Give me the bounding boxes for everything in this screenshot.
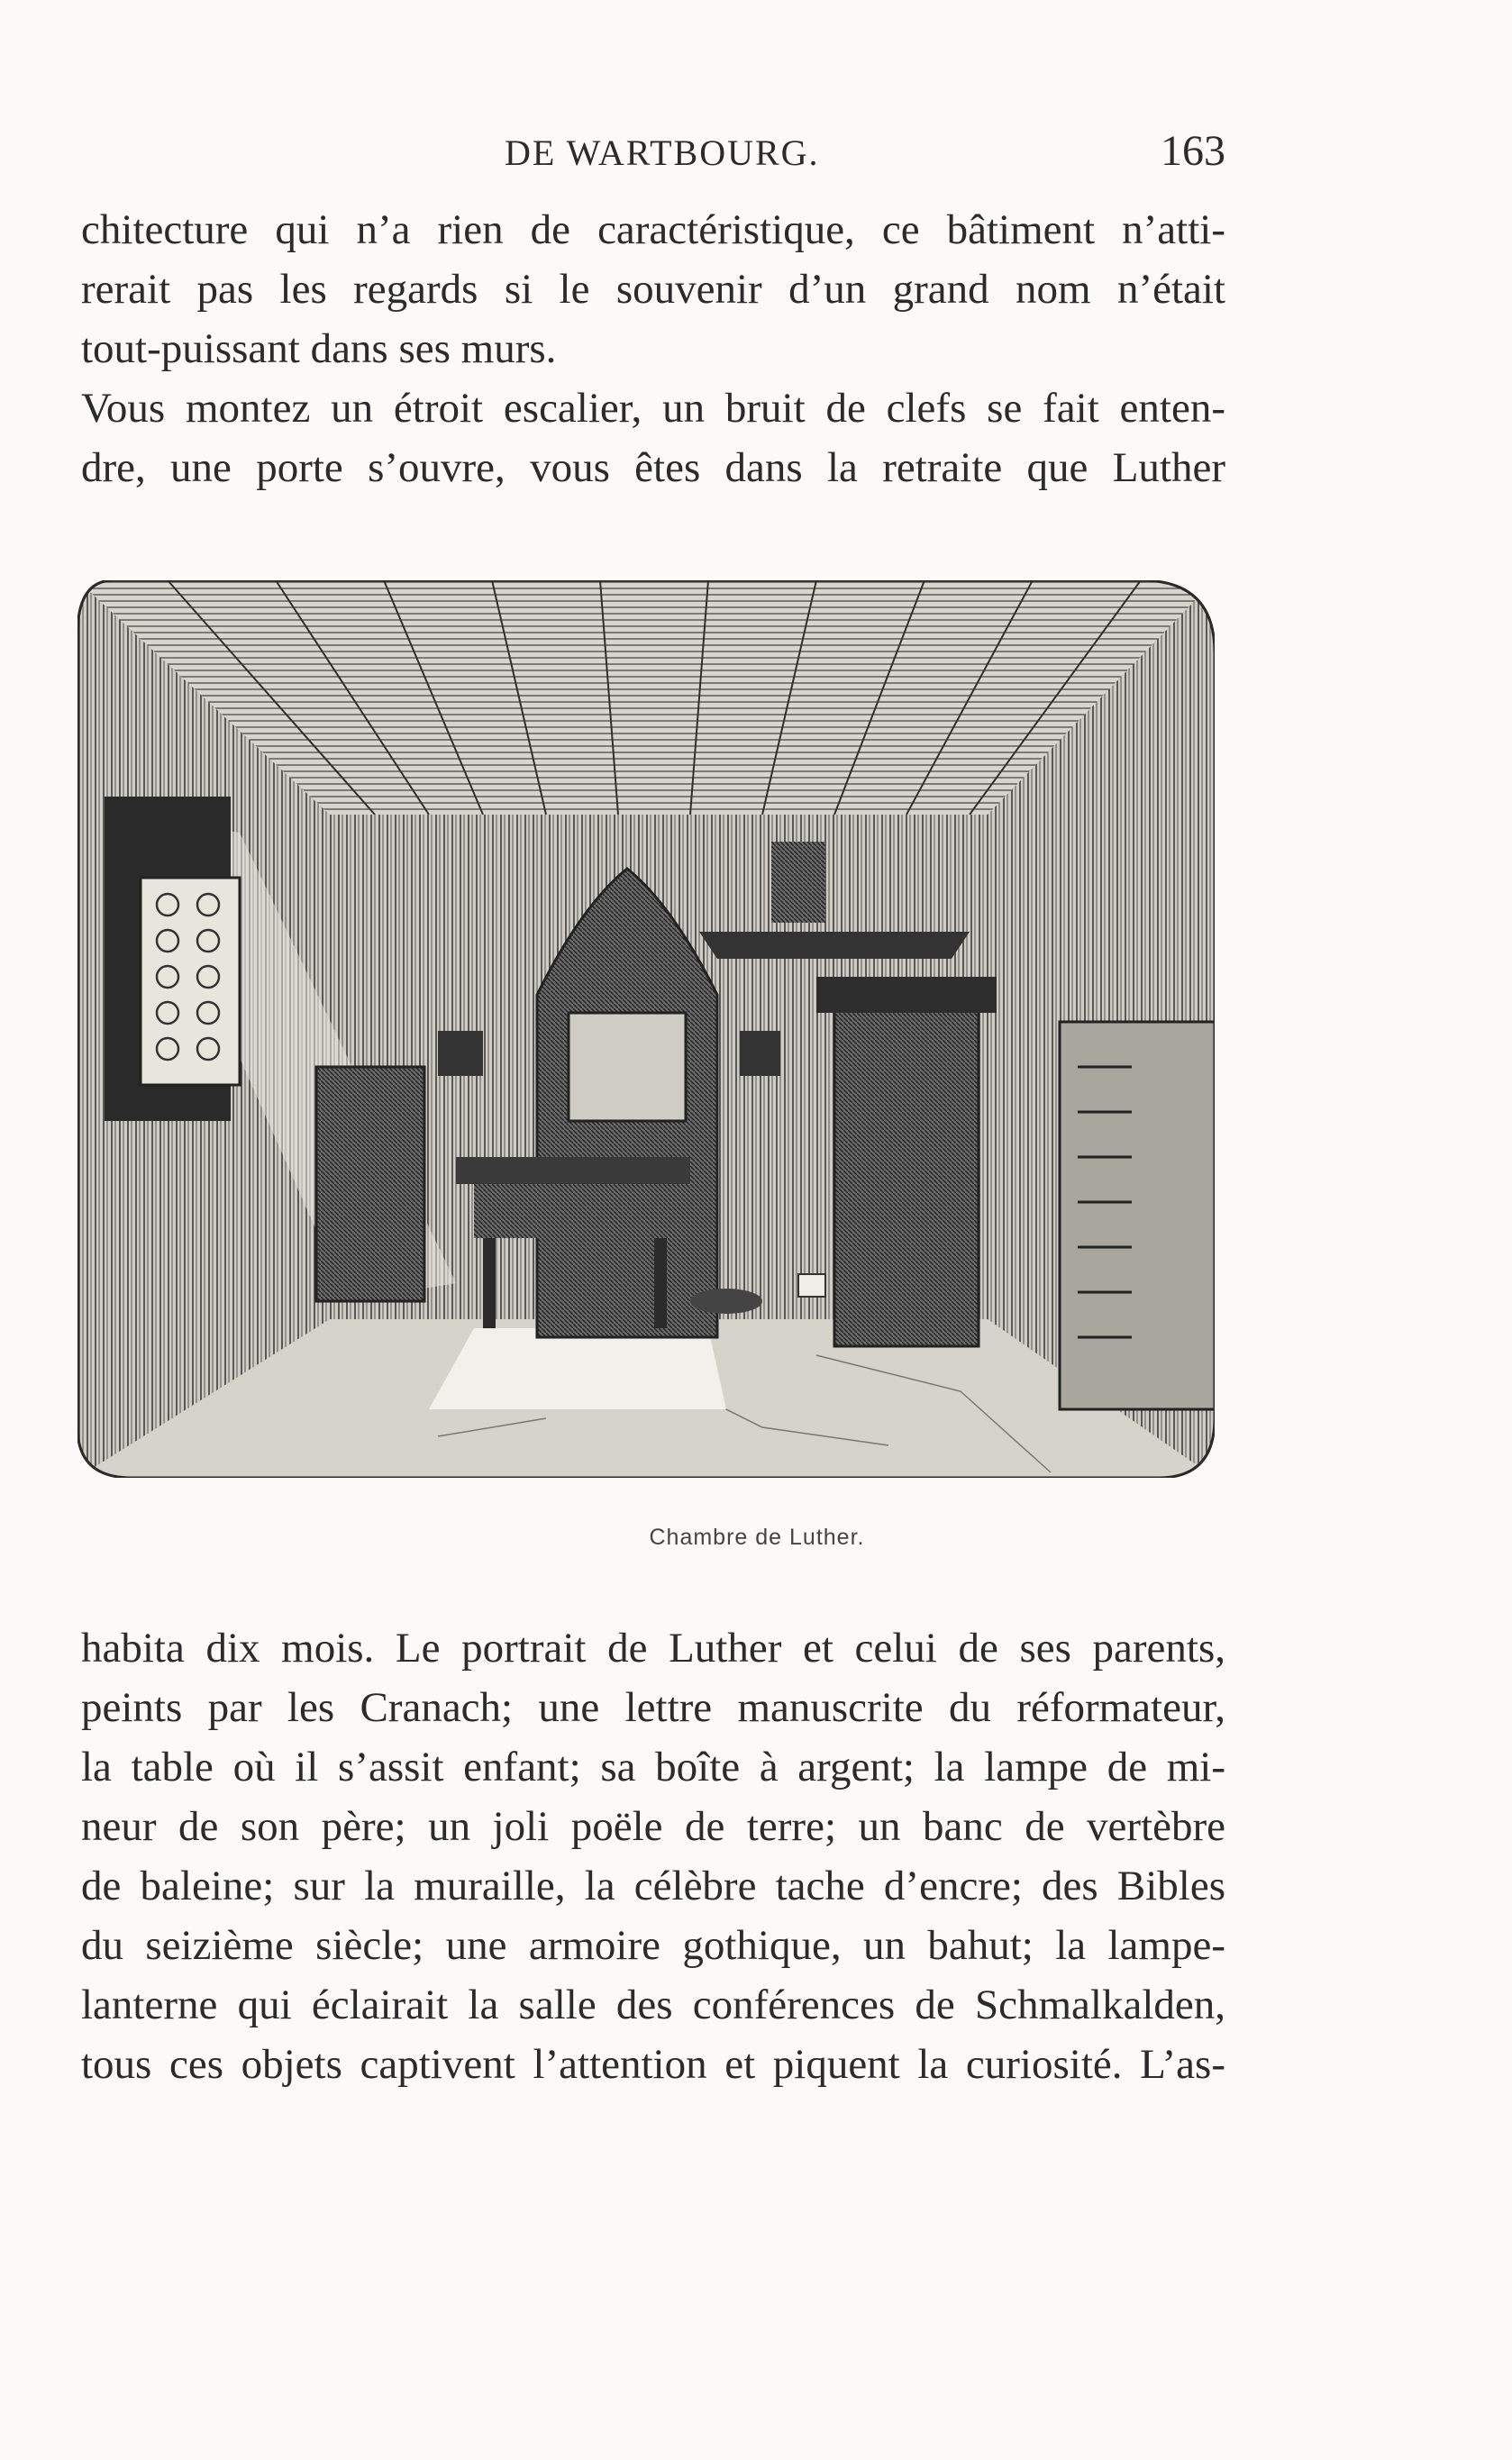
text-line: tout-puissant dans ses murs.	[81, 325, 557, 372]
page-number: 163	[1161, 127, 1225, 175]
text-line: dre, une porte s’ouvre, vous êtes dans la retraite que Luther	[81, 444, 1225, 491]
running-head	[81, 126, 1225, 180]
running-title: DE WARTBOURG.	[505, 132, 820, 173]
engraving-luther-room	[77, 580, 1215, 1478]
text-block-top	[81, 200, 1225, 497]
text-block-bottom	[81, 1618, 1225, 2094]
text-line: tous ces objets captivent l’attention et piquent la curiosité. L’as-	[81, 2041, 1225, 2088]
text-line: du seizième siècle; une armoire gothique, un bahut; la lampe-	[81, 1922, 1225, 1969]
engraving-scene	[77, 580, 1215, 1478]
text-line: rerait pas les regards si le souvenir d’un grand nom n’était	[81, 266, 1225, 313]
text-line: lanterne qui éclairait la salle des conférences de Schmalkalden,	[81, 1982, 1225, 2028]
text-line: la table où il s’assit enfant; sa boîte à argent; la lampe de mi-	[81, 1744, 1225, 1790]
text-line: peints par les Cranach; une lettre manuscrite du réformateur,	[81, 1684, 1225, 1731]
figure-caption-text: Chambre de Luther.	[649, 1525, 865, 1550]
text-line: chitecture qui n’a rien de caractéristique, ce bâtiment n’atti-	[81, 206, 1225, 253]
text-line: Vous montez un étroit escalier, un bruit de clefs se fait enten-	[81, 385, 1225, 432]
text-line: neur de son père; un joli poële de terre; un banc de vertèbre	[81, 1803, 1225, 1850]
text-line: habita dix mois. Le portrait de Luther et celui de ses parents,	[81, 1625, 1225, 1672]
figure-caption	[81, 1525, 1433, 1551]
text-line: de baleine; sur la muraille, la célèbre tache d’encre; des Bibles	[81, 1863, 1225, 1909]
